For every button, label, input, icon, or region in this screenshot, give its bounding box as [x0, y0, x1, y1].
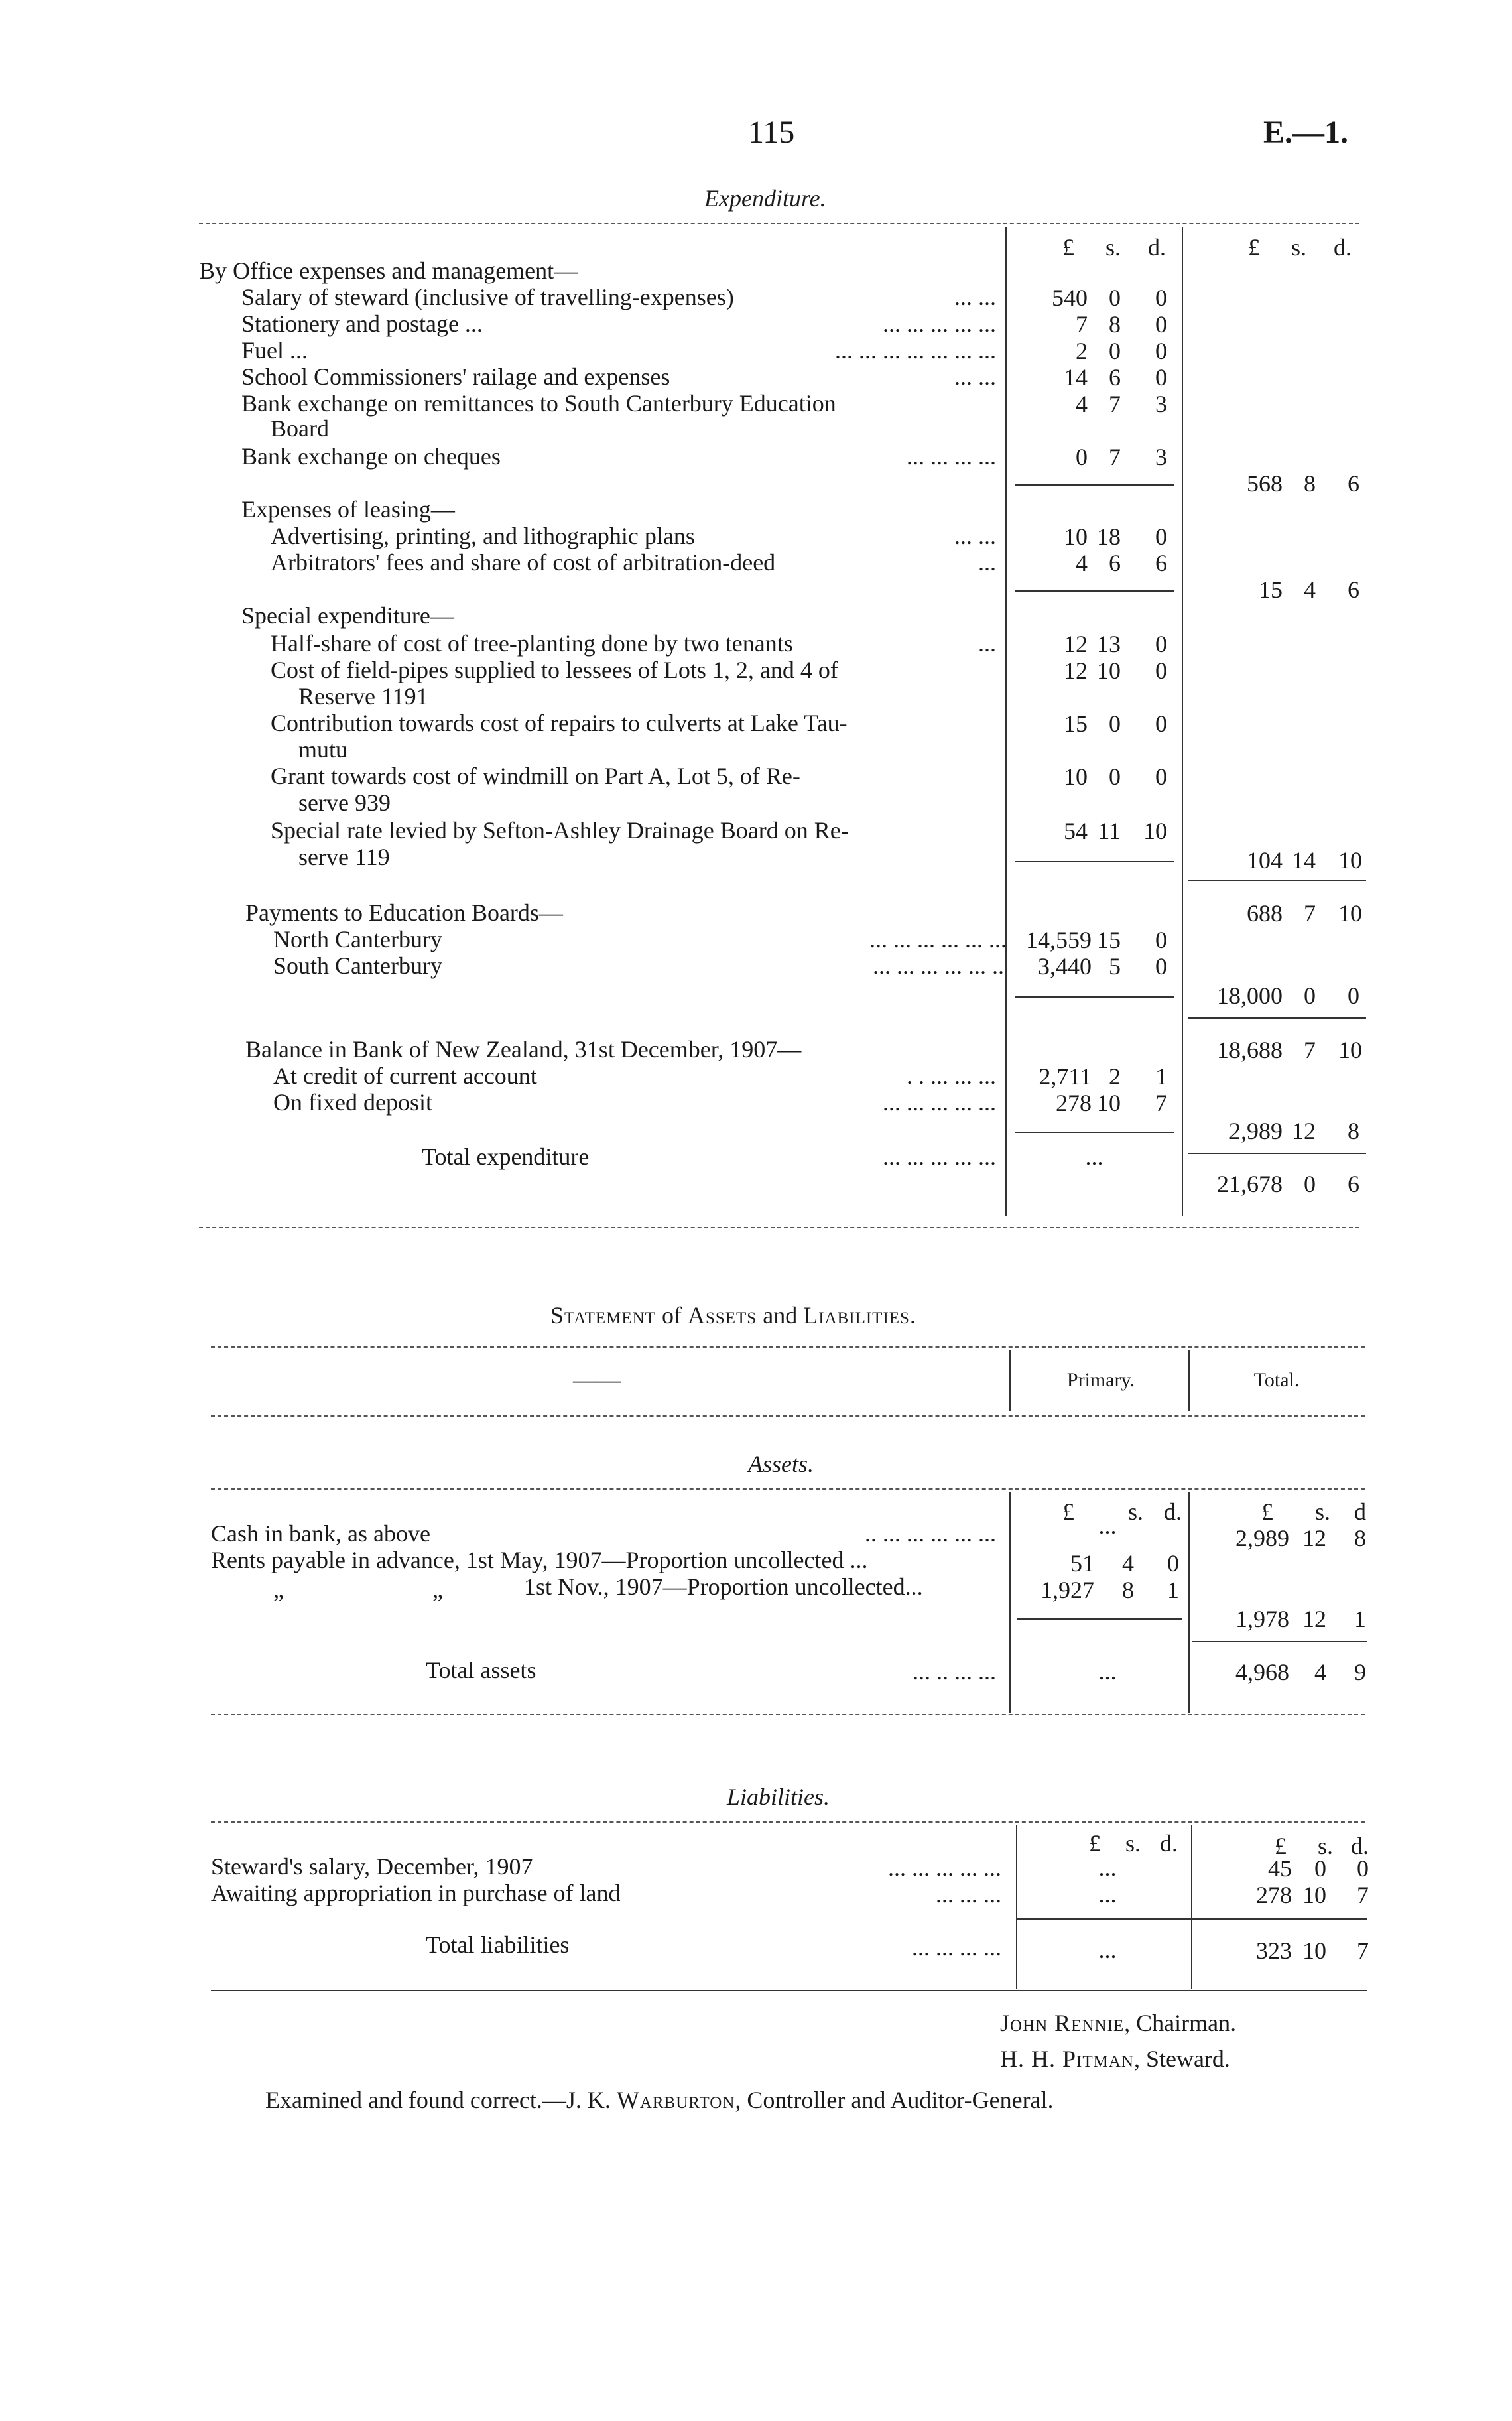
item-label-continued: mutu	[298, 736, 348, 763]
amount-pounds: 10	[1064, 763, 1088, 790]
item-label-continued: Board	[271, 415, 329, 442]
amount-shillings: 4	[1122, 1550, 1134, 1577]
total-pence: 8	[1348, 1118, 1359, 1144]
row-label: Rents payable in advance, 1st May, 1907—Proportion uncollected ...	[211, 1547, 868, 1573]
total-pounds: 568	[1247, 470, 1283, 497]
item-label: South Canterbury	[273, 952, 442, 979]
liabilities-inner-column-rule	[1016, 1825, 1017, 1989]
item-dots: ... ... ... ... ... ..	[873, 952, 1004, 979]
item-dots: ... ...	[954, 523, 996, 549]
amount-shillings: 5	[1109, 953, 1121, 980]
amount-pounds: 4	[1076, 550, 1088, 576]
item-label: Contribution towards cost of repairs to culverts at Lake Tau-	[271, 710, 848, 736]
item-label: Bank exchange on cheques	[241, 443, 501, 470]
liabilities-total-rule	[1017, 1918, 1367, 1920]
amount-pence: 3	[1155, 391, 1167, 417]
statement-title-word: of	[661, 1302, 682, 1329]
total-shillings: 8	[1304, 470, 1316, 497]
total-pence: 0	[1348, 982, 1359, 1009]
amount-pounds: 14	[1064, 364, 1088, 391]
total-dots: ... ... ... ... ...	[883, 1144, 996, 1170]
amount-pence: 0	[1155, 311, 1167, 338]
amount-shillings: 13	[1097, 631, 1121, 657]
amount-pence: 10	[1143, 818, 1167, 844]
amount-shillings: 0	[1109, 338, 1121, 364]
leasing-heading: Expenses of leasing—	[241, 496, 455, 523]
page-number: 115	[748, 115, 795, 150]
amount-shillings: 0	[1109, 763, 1121, 790]
row-label: Steward's salary, December, 1907	[211, 1853, 533, 1880]
auditor-statement	[265, 2087, 1054, 2113]
statement-column-rule	[1188, 1350, 1190, 1411]
amount-shillings: 6	[1109, 364, 1121, 391]
statement-blank-column: ——	[573, 1366, 621, 1393]
item-dots: ... ... ... ... ...	[883, 310, 996, 337]
amount-pence: 0	[1155, 657, 1167, 684]
amount-pence: 0	[1155, 710, 1167, 737]
steward-signature	[1000, 2046, 1230, 2072]
special-subtotal-rule	[1015, 861, 1174, 862]
auditor-name: Warburton	[616, 2087, 735, 2113]
steward-name: H. H. Pitman	[1000, 2046, 1134, 2072]
col-pounds-header-total: £	[1275, 1833, 1287, 1859]
item-dots: ... ... ... ... ... ... ...	[835, 337, 996, 363]
col-pounds-header-total: £	[1248, 234, 1260, 261]
total-pounds: 104	[1247, 847, 1283, 874]
amount-pounds: 12	[1064, 631, 1088, 657]
col-shillings-header: s.	[1127, 1498, 1143, 1525]
total-pounds: 278	[1256, 1882, 1292, 1908]
total-pence: 10	[1338, 1037, 1362, 1063]
total-shillings: 7	[1304, 1037, 1316, 1063]
amount-shillings: 8	[1109, 311, 1121, 338]
amount-pence: 0	[1155, 763, 1167, 790]
total-shillings: 10	[1302, 1882, 1326, 1908]
item-label: Half-share of cost of tree-planting done by two tenants	[271, 630, 793, 657]
chairman-signature	[1000, 2010, 1236, 2036]
amount-pounds: 4	[1076, 391, 1088, 417]
examined-text: Examined and found correct.—J. K.	[265, 2087, 617, 2113]
amount-pounds: 0	[1076, 444, 1088, 470]
amount-pence: 3	[1155, 444, 1167, 470]
liabilities-outer-column-rule	[1191, 1825, 1192, 1989]
amount-pence: 0	[1155, 953, 1167, 980]
total-pounds: 2,989	[1235, 1525, 1289, 1551]
item-label: At credit of current account	[273, 1063, 537, 1089]
amount-pounds: 3,440	[1038, 953, 1092, 980]
bank-subtotal-rule	[1015, 1132, 1174, 1133]
total-pounds: 15	[1259, 576, 1283, 603]
item-dots: ... ...	[954, 284, 996, 310]
total-inner-dots: ...	[1098, 1937, 1117, 1963]
amount-pence: 0	[1155, 285, 1167, 311]
statement-header-rule	[211, 1415, 1365, 1417]
amount-pence: 0	[1155, 523, 1167, 550]
subtotal-2-rule	[1188, 1017, 1366, 1019]
liabilities-caption: Liabilities.	[727, 1784, 830, 1810]
amount-shillings: 7	[1109, 444, 1121, 470]
expenditure-outer-column-rule	[1182, 227, 1183, 1216]
amount-pounds: 51	[1070, 1550, 1094, 1577]
statement-title-word: Assets	[687, 1302, 757, 1329]
assets-outer-column-rule	[1188, 1492, 1190, 1713]
item-label: Fuel ...	[241, 337, 308, 363]
row-dots: .. ... ... ... ... ...	[865, 1520, 996, 1547]
item-label-continued: Reserve 1191	[298, 683, 428, 710]
amount-shillings: 15	[1097, 927, 1121, 953]
item-dots: . . ... ... ...	[907, 1063, 996, 1089]
amount-shillings: 0	[1109, 285, 1121, 311]
item-label: Bank exchange on remittances to South Canterbury Education	[241, 390, 836, 417]
ditto-mark: „	[273, 1576, 284, 1603]
row-label: 1st Nov., 1907—Proportion uncollected...	[524, 1573, 923, 1600]
total-label: Total liabilities	[426, 1931, 570, 1958]
col-pounds-header: £	[1062, 234, 1074, 261]
amount-pounds: 10	[1064, 523, 1088, 550]
amount-shillings: 7	[1109, 391, 1121, 417]
amount-shillings: 0	[1109, 710, 1121, 737]
total-shillings: 4	[1314, 1659, 1326, 1685]
total-pounds: 18,000	[1217, 982, 1283, 1009]
subtotal-1-rule	[1188, 880, 1366, 881]
chairman-name: John Rennie	[1000, 2010, 1125, 2036]
special-heading: Special expenditure—	[241, 602, 454, 629]
item-label: Stationery and postage ...	[241, 310, 483, 337]
col-pence-header: d.	[1148, 234, 1166, 261]
amount-pence: 0	[1155, 338, 1167, 364]
total-pence: 10	[1338, 847, 1362, 874]
amount-pence: 7	[1155, 1090, 1167, 1116]
chairman-title: , Chairman.	[1124, 2010, 1237, 2036]
total-pence: 8	[1354, 1525, 1366, 1551]
amount-pounds: 2,711	[1039, 1063, 1092, 1090]
total-pence: 7	[1357, 1882, 1369, 1908]
total-pence: 1	[1354, 1606, 1366, 1632]
col-shillings-header-total: s.	[1314, 1498, 1330, 1525]
amount-shillings: 6	[1109, 550, 1121, 576]
item-label-continued: serve 939	[298, 789, 391, 816]
total-inner-dots: ...	[1085, 1144, 1103, 1170]
row-label: Awaiting appropriation in purchase of land	[211, 1880, 621, 1906]
total-pence: 6	[1348, 576, 1359, 603]
item-label: North Canterbury	[273, 926, 442, 952]
amount-pounds: 54	[1064, 818, 1088, 844]
total-pounds: 688	[1247, 900, 1283, 927]
total-shillings: 10	[1302, 1937, 1326, 1964]
total-pounds: 4,968	[1235, 1659, 1289, 1685]
item-label: Grant towards cost of windmill on Part A, Lot 5, of Re-	[271, 763, 800, 789]
col-pounds-header-total: £	[1261, 1498, 1273, 1525]
assets-inner-column-rule	[1009, 1492, 1011, 1713]
total-inner-dots: ...	[1098, 1658, 1117, 1685]
item-dots: ... ... ... ... ... ...	[869, 926, 1007, 952]
assets-caption: Assets.	[748, 1451, 814, 1477]
expenditure-bottom-rule	[199, 1227, 1359, 1228]
total-pounds: 1,978	[1235, 1606, 1289, 1632]
total-shillings: 14	[1292, 847, 1316, 874]
amount-pence: 6	[1155, 550, 1167, 576]
col-shillings-header-total: s.	[1317, 1833, 1333, 1859]
ditto-mark: „	[432, 1576, 443, 1603]
row-inner-dots: ...	[1098, 1855, 1117, 1881]
expenditure-caption: Expenditure.	[704, 185, 826, 212]
item-dots: ... ...	[954, 363, 996, 390]
assets-top-rule	[211, 1488, 1365, 1490]
total-shillings: 0	[1304, 1171, 1316, 1197]
amount-pounds: 278	[1056, 1090, 1092, 1116]
amount-pounds: 1,927	[1040, 1577, 1094, 1603]
item-label: Advertising, printing, and lithographic plans	[271, 523, 695, 549]
col-shillings-header-total: s.	[1291, 234, 1306, 261]
col-pounds-header: £	[1062, 1498, 1074, 1525]
amount-pounds: 15	[1064, 710, 1088, 737]
statement-title-word: Statement	[550, 1302, 656, 1329]
row-dots: ... ... ... ... ...	[888, 1855, 1001, 1881]
total-pounds: 21,678	[1217, 1171, 1283, 1197]
amount-pence: 0	[1167, 1550, 1179, 1577]
col-pence-header-total: d	[1354, 1498, 1366, 1525]
assets-total-rule	[1192, 1641, 1367, 1642]
assets-bottom-rule	[211, 1714, 1365, 1715]
boards-subtotal-rule	[1015, 996, 1174, 998]
col-shillings-header: s.	[1125, 1830, 1141, 1857]
item-label: Cost of field-pipes supplied to lessees of Lots 1, 2, and 4 of	[271, 657, 838, 683]
total-pounds: 323	[1256, 1937, 1292, 1964]
item-label: Salary of steward (inclusive of travelling-expenses)	[241, 284, 734, 310]
statement-title-word: and	[763, 1302, 798, 1329]
auditor-title: , Controller and Auditor-General.	[735, 2087, 1054, 2113]
amount-pounds: 12	[1064, 657, 1088, 684]
expenditure-inner-column-rule	[1005, 227, 1007, 1216]
liabilities-bottom-rule	[211, 1990, 1367, 1991]
item-dots: ...	[978, 630, 996, 657]
total-shillings: 12	[1302, 1606, 1326, 1632]
total-shillings: 12	[1302, 1525, 1326, 1551]
amount-pounds: 14,559	[1026, 927, 1092, 953]
total-dots: ... ... ... ...	[912, 1934, 1001, 1961]
item-label: Special rate levied by Sefton-Ashley Drainage Board on Re-	[271, 817, 849, 844]
item-dots: ... ... ... ... ...	[883, 1089, 996, 1116]
total-pence: 6	[1348, 470, 1359, 497]
row-inner-dots: ...	[1098, 1512, 1117, 1539]
amount-shillings: 18	[1097, 523, 1121, 550]
total-pence: 6	[1348, 1171, 1359, 1197]
total-pounds: 18,688	[1217, 1037, 1283, 1063]
item-label: On fixed deposit	[273, 1089, 432, 1116]
item-label-continued: serve 119	[298, 844, 390, 870]
amount-pounds: 7	[1076, 311, 1088, 338]
col-pence-header-total: d.	[1351, 1833, 1369, 1859]
total-shillings: 4	[1304, 576, 1316, 603]
office-subtotal-rule	[1015, 484, 1174, 486]
document-code: E.—1.	[1263, 115, 1349, 150]
boards-heading: Payments to Education Boards—	[245, 899, 563, 926]
rents-subtotal-rule	[1017, 1618, 1182, 1620]
amount-shillings: 8	[1122, 1577, 1134, 1603]
grand-total-rule	[1188, 1153, 1366, 1154]
total-label: Total expenditure	[422, 1144, 590, 1170]
amount-shillings: 10	[1097, 1090, 1121, 1116]
item-dots: ...	[978, 549, 996, 576]
total-label: Total assets	[426, 1657, 536, 1683]
amount-pence: 1	[1155, 1063, 1167, 1090]
col-pence-header: d.	[1164, 1498, 1182, 1525]
total-pence: 7	[1357, 1937, 1369, 1964]
col-pounds-header: £	[1089, 1830, 1101, 1857]
total-pence: 10	[1338, 900, 1362, 927]
total-pounds: 2,989	[1229, 1118, 1283, 1144]
statement-column-rule	[1009, 1350, 1011, 1411]
amount-shillings: 2	[1109, 1063, 1121, 1090]
amount-pounds: 2	[1076, 338, 1088, 364]
statement-primary-column: Primary.	[1066, 1369, 1135, 1391]
statement-total-column: Total.	[1253, 1369, 1300, 1391]
total-shillings: 0	[1314, 1855, 1326, 1882]
statement-title	[550, 1301, 916, 1329]
col-pence-header: d.	[1160, 1830, 1178, 1857]
statement-top-rule	[211, 1346, 1365, 1348]
total-pence: 0	[1357, 1855, 1369, 1882]
item-label: School Commissioners' railage and expenses	[241, 363, 670, 390]
amount-pence: 1	[1167, 1577, 1179, 1603]
total-pounds: 45	[1268, 1855, 1292, 1882]
col-pence-header-total: d.	[1334, 234, 1352, 261]
amount-pence: 0	[1155, 364, 1167, 391]
amount-pounds: 540	[1052, 285, 1088, 311]
bank-heading: Balance in Bank of New Zealand, 31st December, 1907—	[245, 1036, 802, 1063]
total-shillings: 12	[1292, 1118, 1316, 1144]
item-dots: ... ... ... ...	[907, 443, 996, 470]
statement-title-word: Liabilities.	[803, 1302, 916, 1329]
office-heading: By Office expenses and management—	[199, 257, 578, 284]
liabilities-top-rule	[211, 1821, 1365, 1823]
expenditure-top-rule	[199, 223, 1359, 224]
amount-shillings: 10	[1097, 657, 1121, 684]
amount-pence: 0	[1155, 927, 1167, 953]
leasing-subtotal-rule	[1015, 590, 1174, 592]
row-dots: ... ... ...	[936, 1881, 1001, 1908]
item-label: Arbitrators' fees and share of cost of arbitration-deed	[271, 549, 776, 576]
col-shillings-header: s.	[1105, 234, 1121, 261]
total-dots: ... .. ... ...	[913, 1658, 996, 1685]
total-pence: 9	[1354, 1659, 1366, 1685]
row-inner-dots: ...	[1098, 1881, 1117, 1908]
row-label: Cash in bank, as above	[211, 1520, 430, 1547]
steward-title: , Steward.	[1133, 2046, 1230, 2072]
total-shillings: 7	[1304, 900, 1316, 927]
amount-shillings: 11	[1098, 818, 1121, 844]
total-shillings: 0	[1304, 982, 1316, 1009]
amount-pence: 0	[1155, 631, 1167, 657]
